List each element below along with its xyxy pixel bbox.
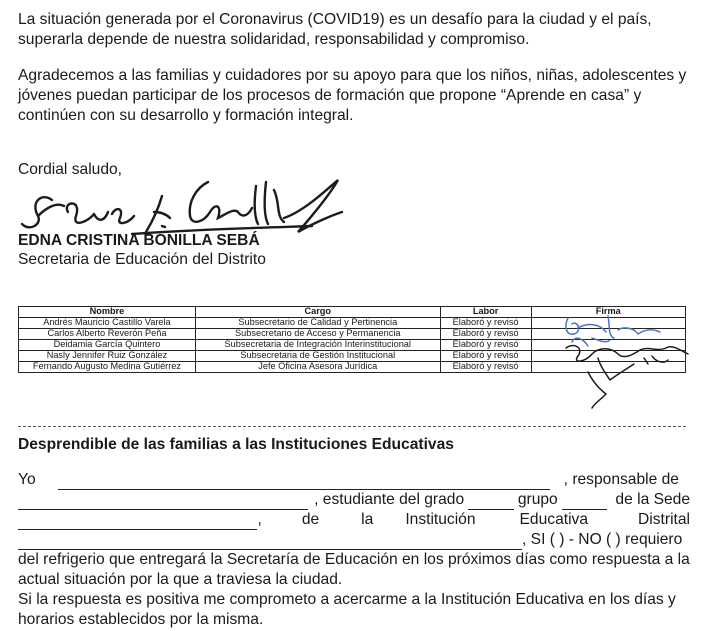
cut-line-divider	[18, 426, 686, 427]
cell-nombre: Andrés Mauricio Castillo Varela	[19, 318, 196, 329]
grade-field[interactable]	[468, 494, 514, 510]
student-name-field[interactable]	[18, 494, 308, 510]
label-si-no[interactable]: , SI ( ) - NO ( ) requiero	[522, 531, 683, 548]
header-firma: Firma	[531, 307, 685, 318]
cell-cargo: Subsecretaria de Integración Interinstitucional	[195, 340, 440, 351]
cell-labor: Elaboró y revisó	[440, 340, 531, 351]
cell-nombre: Carlos Alberto Reverón Peña	[19, 329, 196, 340]
closing-greeting: Cordial saludo,	[18, 161, 123, 178]
institution-field[interactable]	[18, 534, 522, 550]
reviewer-signatures	[548, 304, 698, 410]
label-distrital: Distrital	[638, 511, 690, 528]
label-educativa: Educativa	[519, 511, 589, 528]
cell-cargo: Subsecretario de Acceso y Permanencia	[195, 329, 440, 340]
label-la: la	[361, 511, 374, 528]
cell-labor: Elaboró y revisó	[440, 329, 531, 340]
refrigerio-text: del refrigerio que entregará la Secretaría de Educación en los próximos días como respuesta a la actual situación por la que a traviesa la ciudad.	[18, 551, 690, 588]
commitment-text: Si la respuesta es positiva me comprometo a acercarme a la Institución Educativa en los días y horarios establecidos por la misma.	[18, 591, 676, 628]
header-cargo: Cargo	[195, 307, 440, 318]
label-grupo: grupo	[517, 491, 558, 508]
label-estudiante-grado: , estudiante del grado	[314, 491, 465, 508]
cell-labor: Elaboró y revisó	[440, 362, 531, 373]
thanks-paragraph: Agradecemos a las familias y cuidadores por su apoyo para que los niños, niñas, adolescentes y jóvenes puedan participar de los procesos de formación que propone “Aprende en casa” y continúen con su desarrollo y formación integral.	[18, 67, 687, 124]
cell-nombre: Fernando Augusto Medina Gutiérrez	[19, 362, 196, 373]
label-responsable-de	[564, 470, 690, 490]
label-de: de	[301, 511, 320, 528]
intro-paragraph: La situación generada por el Coronavirus (COVID19) es un desafío para la ciudad y el país, superarla depende de nuestra solidaridad, responsabilidad y compromiso.	[18, 11, 652, 48]
group-field[interactable]	[562, 494, 608, 510]
cell-labor: Elaboró y revisó	[440, 318, 531, 329]
label-responsable-text: , responsable de	[563, 471, 679, 488]
cell-cargo: Jefe Oficina Asesora Jurídica	[195, 362, 440, 373]
sede-field[interactable]	[18, 514, 257, 530]
header-nombre: Nombre	[19, 307, 196, 318]
cell-cargo: Subsecretario de Calidad y Pertinencia	[195, 318, 440, 329]
label-comma: ,	[257, 511, 262, 528]
signer-title: Secretaria de Educación del Distrito	[18, 251, 266, 268]
header-labor: Labor	[440, 307, 531, 318]
cell-nombre: Nasly Jennifer Ruiz González	[19, 351, 196, 362]
label-de-la-sede: de la Sede	[615, 491, 690, 508]
signer-name: EDNA CRISTINA BONILLA SEBÁ	[18, 232, 260, 249]
cell-labor: Elaboró y revisó	[440, 351, 531, 362]
cell-nombre: Deidamia García Quintero	[19, 340, 196, 351]
cell-cargo: Subsecretaria de Gestión Institucional	[195, 351, 440, 362]
label-yo: Yo	[18, 471, 36, 488]
label-institucion: Institución	[405, 511, 476, 528]
detachable-form	[18, 470, 690, 630]
guardian-name-field[interactable]	[58, 474, 550, 490]
detachable-title: Desprendible de las familias a las Instituciones Educativas	[18, 436, 454, 453]
